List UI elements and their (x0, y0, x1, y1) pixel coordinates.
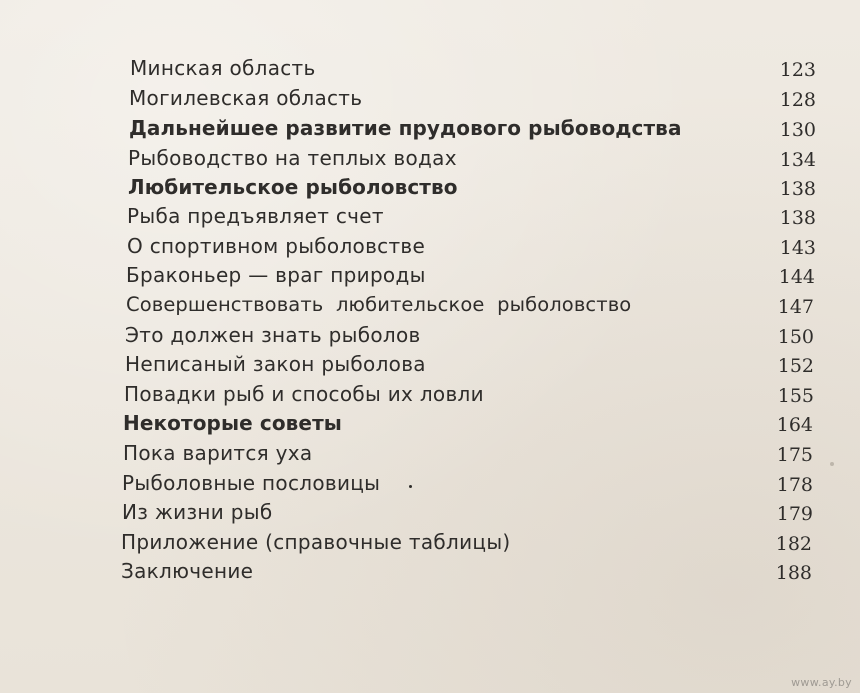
toc-entry-page: 143 (779, 237, 816, 259)
toc-entry-page: 147 (777, 296, 814, 318)
toc-entry (0, 202, 860, 232)
toc-entry-title: Повадки рыб и способы их ловли (124, 382, 484, 406)
toc-entry (0, 84, 860, 114)
toc-entry (0, 350, 860, 380)
toc-entry-page: 123 (779, 59, 816, 81)
toc-entry-title: Некоторые советы (123, 411, 342, 435)
toc-entry-title: Заключение (121, 559, 254, 583)
toc-entry-page: 138 (779, 207, 816, 229)
toc-entry-page: 138 (779, 178, 816, 200)
toc-entry (0, 380, 860, 410)
toc-entry-page: 128 (779, 89, 816, 111)
toc-entry (0, 409, 860, 439)
toc-entry-title: Рыбоводство на теплых водах (128, 146, 457, 170)
toc-entry-title: Минская область (130, 56, 316, 80)
toc-entry-page: 178 (776, 474, 813, 496)
toc-entry (0, 144, 860, 174)
toc-entry-title: Дальнейшее развитие прудового рыбоводства (129, 116, 682, 140)
toc-entry-page: 134 (779, 149, 816, 171)
toc-entry-title: Рыба предъявляет счет (127, 204, 384, 228)
toc-entry (0, 469, 860, 499)
toc-entry-page: 130 (779, 119, 816, 141)
toc-entry (0, 321, 860, 351)
toc-entry-title: Неписаный закон рыболова (125, 352, 426, 376)
toc-entry-page: 175 (776, 444, 813, 466)
toc-entry-page: 182 (775, 533, 812, 555)
toc-entry-title: Браконьер — враг природы (126, 263, 426, 287)
toc-entry (0, 528, 860, 558)
toc-entry (0, 557, 860, 587)
toc-entry-title: Это должен знать рыболов (125, 323, 421, 347)
toc-entry-page: 150 (777, 326, 814, 348)
toc-entry-title: Из жизни рыб (122, 500, 273, 524)
toc-entry (0, 261, 860, 291)
toc-entry-title: Пока варится уха (123, 441, 313, 465)
toc-entry-page: 152 (777, 355, 814, 377)
watermark-text: www.ay.by (791, 676, 852, 689)
paper-spot-mark (830, 462, 834, 466)
toc-entry (0, 232, 860, 262)
toc-entry-page: 155 (777, 385, 814, 407)
toc-entry (0, 173, 860, 203)
toc-entry (0, 439, 860, 469)
toc-entry-title: Приложение (справочные таблицы) (121, 530, 511, 554)
toc-entry-title: Любительское рыболовство (128, 175, 458, 199)
toc-entry (0, 291, 860, 321)
toc-entry (0, 114, 860, 144)
toc-entry-page: 144 (778, 266, 815, 288)
stray-dot-mark (409, 485, 412, 488)
toc-entry-title: О спортивном рыболовстве (127, 234, 426, 258)
toc-entry-title: Могилевская область (129, 86, 363, 110)
toc-entry-title: Рыболовные пословицы (122, 471, 381, 495)
toc-entry-page: 164 (776, 414, 813, 436)
toc-entry-page: 188 (775, 562, 812, 584)
toc-entry (0, 498, 860, 528)
toc-entry (0, 54, 860, 84)
toc-entry-page: 179 (776, 503, 813, 525)
toc-entry-title: Совершенствовать любительское рыболовство (126, 293, 632, 316)
